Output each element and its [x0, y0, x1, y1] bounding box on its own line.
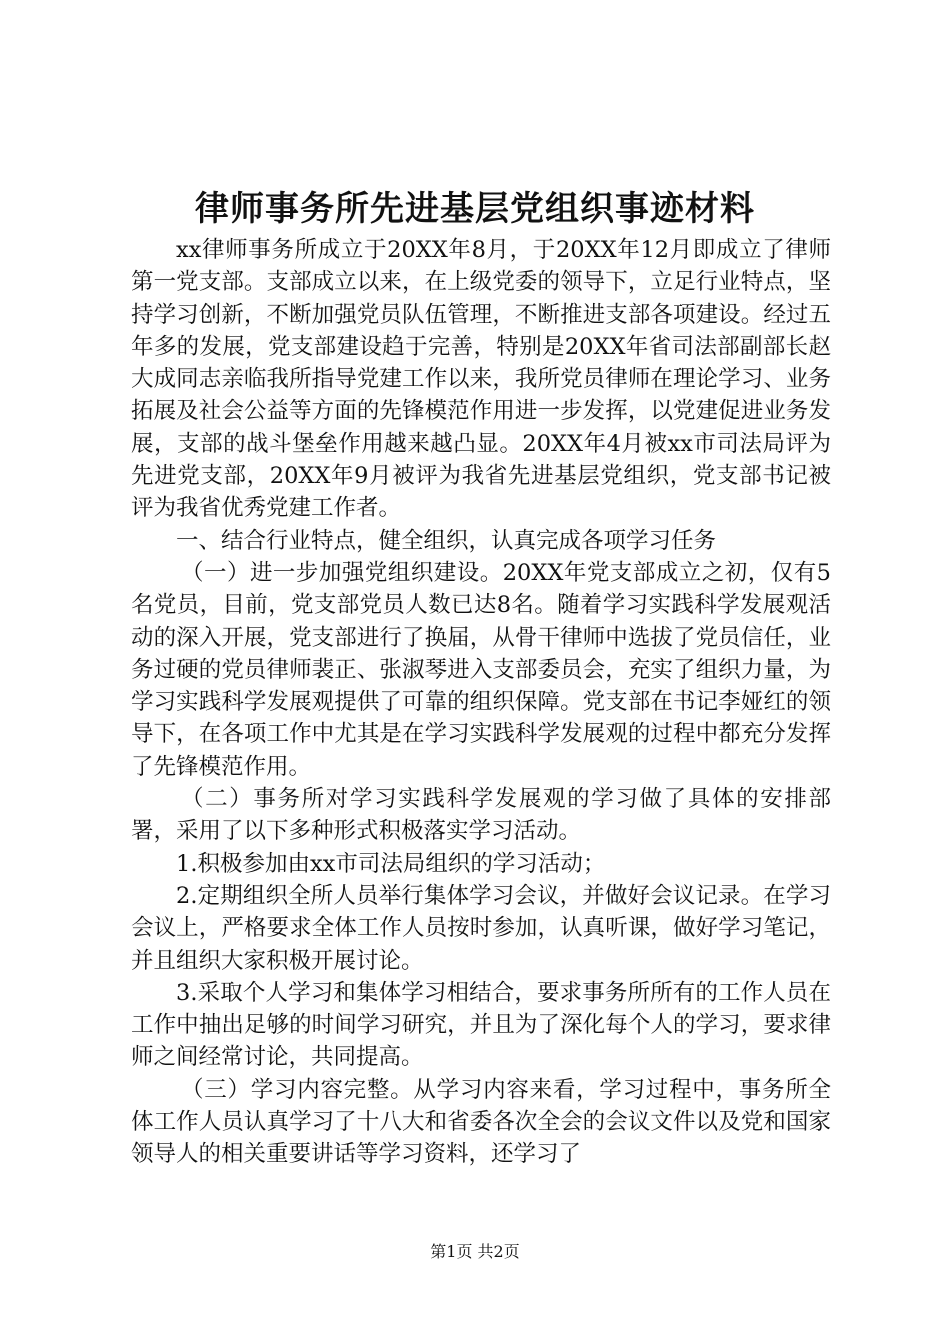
paragraph-subsection-3: （三）学习内容完整。从学习内容来看，学习过程中，事务所全体工作人员认真学习了十八大和省委各次全会的会议文件以及党和国家领导人的相关重要讲话等学习资料，还学习了	[131, 1076, 831, 1168]
list-item: 1.积极参加由xx市司法局组织的学习活动；	[176, 850, 606, 877]
list-item: 2.定期组织全所人员举行集体学习会议，并做好会议记录。在学习会议上，严格要求全体工作人员按时参加，认真听课，做好学习笔记，并且组织大家积极开展讨论。	[131, 882, 831, 974]
list-item: 3.采取个人学习和集体学习相结合，要求事务所所有的工作人员在工作中抽出足够的时间学习研究，并且为了深化每个人的学习，要求律师之间经常讨论，共同提高。	[131, 979, 831, 1071]
document-body	[131, 234, 831, 1171]
paragraph-intro: xx律师事务所成立于20XX年8月，于20XX年12月即成立了律师第一党支部。支部成立以来，在上级党委的领导下，立足行业特点，坚持学习创新，不断加强党员队伍管理，不断推进支部各项建设。经过五年多的发展，党支部建设趋于完善，特别是20XX年省司法部副部长赵大成同志亲临我所指导党建工作以来，我所党员律师在理论学习、业务拓展及社会公益等方面的先锋模范作用进一步发挥，以党建促进业务发展，支部的战斗堡垒作用越来越凸显。20XX年4月被xx市司法局评为先进党支部，20XX年9月被评为我省先进基层党组织，党支部书记被评为我省优秀党建工作者。	[131, 237, 831, 522]
section-heading: 一、结合行业特点，健全组织，认真完成各项学习任务	[176, 527, 717, 554]
document-title: 律师事务所先进基层党组织事迹材料	[195, 189, 755, 229]
paragraph-subsection-1: （一）进一步加强党组织建设。20XX年党支部成立之初，仅有5名党员，目前，党支部党员人数已达8名。随着学习实践科学发展观活动的深入开展，党支部进行了换届，从骨干律师中选拔了党员信任，业务过硬的党员律师裴正、张淑琴进入支部委员会，充实了组织力量，为学习实践科学发展观提供了可靠的组织保障。党支部在书记李娅红的领导下，在各项工作中尤其是在学习实践科学发展观的过程中都充分发挥了先锋模范作用。	[131, 559, 831, 780]
page-footer: 第1页 共2页	[430, 1242, 520, 1261]
paragraph-subsection-2: （二）事务所对学习实践科学发展观的学习做了具体的安排部署，采用了以下多种形式积极落实学习活动。	[131, 786, 831, 845]
